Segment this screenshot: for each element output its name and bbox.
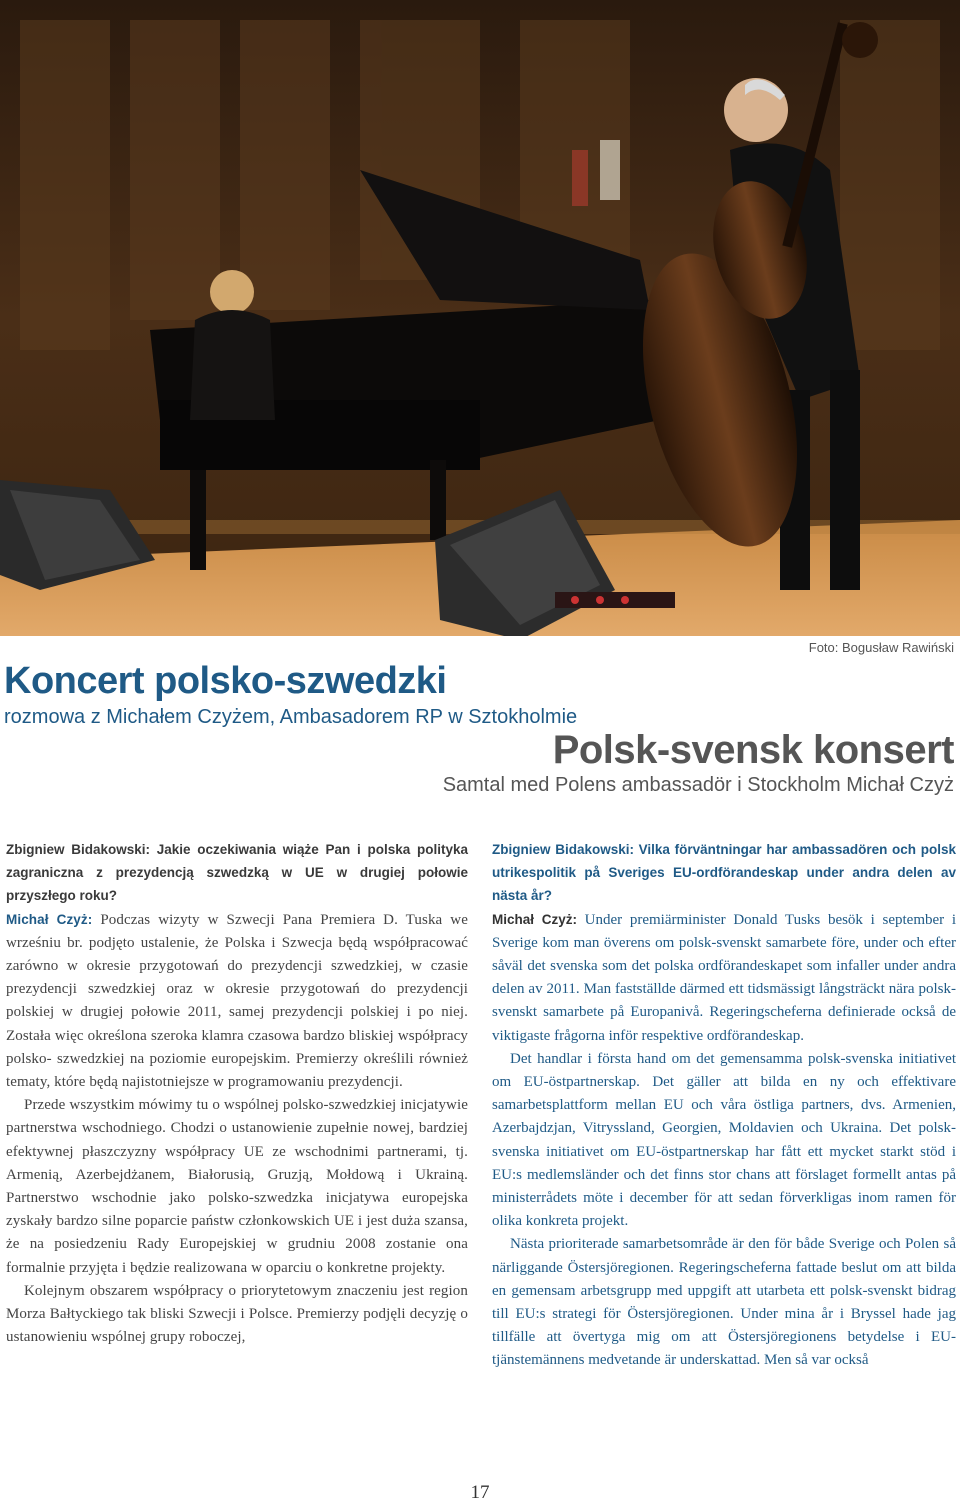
speaker-label: Michał Czyż: (6, 911, 93, 927)
answer-text: Under premiärminister Donald Tusks besök i september i Sverige kom man överens om polsk-svenskt samarbete före, under och efter såväl det svenska som det polska ordförandeskapet som infaller under andra delen av 2011. Man fastställde därmed ett tidsmässigt långsträckt nära polsk-svenskt samarbete på Europanivå. Regeringscheferna definierade också de viktigaste frågorna inför respektive ordförandeskap. (492, 911, 956, 1044)
answer-swedish-1 (492, 908, 956, 1048)
answer-swedish-2: Det handlar i första hand om det gemensamma polsk-svenska initiativet om EU-östpartnerskap. Det gäller att bilda en ny och effektivare samarbetsplattform mellan EU och våra östliga partners, dvs. Armenien, Azerbajdzjan, Vitryssland, Georgien, Moldavien och Ukraina. Det polsk-svenska initiativet om EU-östpartnerskap har fått ett mycket starkt stöd i EU:s medlemsländer och det finns stor chans att förslaget formellt antas på ministerrådets möte i december för att sedan förverkligas inom ramen för olika konkreta projekt. (492, 1050, 956, 1230)
page-subtitle-polish: rozmowa z Michałem Czyżem, Ambasadorem RP w Sztokholmie (4, 706, 578, 728)
answer-polish-1 (6, 908, 468, 1095)
page-number: 17 (470, 1482, 490, 1503)
answer-polish-3: Kolejnym obszarem współpracy o priorytetowym znaczeniu jest region Morza Bałtyckiego tak bliski Szwecji i Polsce. Premierzy podjęli decyzję o ustanowieniu wspólnej grupy roboczej, (6, 1282, 468, 1346)
question-polish: Zbigniew Bidakowski: Jakie oczekiwania wiąże Pan i polska polityka zagraniczna z prezydencją szwedzką w UE w drugiej połowie przyszłego roku? (6, 842, 468, 904)
page-subtitle-swedish: Samtal med Polens ambassadör i Stockholm Michał Czyż (442, 774, 954, 796)
polish-column (6, 838, 468, 1349)
answer-text: Podczas wizyty w Szwecji Pana Premiera D. Tuska we wrześniu br. podjęto ustalenie, że Polska i Szwecja będą współpracować zarówno w okresie przygotowań do prezydencji szwedzkiej, w czasie prezydencji szwedzkiej oraz w okresie przygotowań do prezydencji polskiej w drugiej połowie 2011, samej prezydencji polskiej i po niej. Została więc określona szeroka klamra czasowa bardzo bliskiej współpracy polsko- szwedzkiej na poziomie europejskim. Premierzy określili również tematy, które będą najistotniejsze w programowaniu prezydencji. (6, 911, 468, 1091)
photo-credit: Foto: Bogusław Rawiński (808, 640, 954, 655)
concert-photo (0, 0, 960, 636)
question-swedish: Zbigniew Bidakowski: Vilka förväntningar har ambassadören och polsk utrikespolitik på Sveriges EU-ordförandeskap under andra delen av nästa år? (492, 842, 956, 904)
speaker-label: Michał Czyż: (492, 911, 577, 927)
swedish-column (492, 838, 956, 1373)
answer-polish-2: Przede wszystkim mówimy tu o wspólnej polsko-szwedzkiej inicjatywie partnerstwa wschodniego. Chodzi o ustanowienie zupełnie nowej, bardziej efektywnej płaszczyzny współpracy UE ze wschodnimi partnerami, tj. Armenią, Azerbejdżanem, Białorusią, Gruzją, Mołdową i Ukrainą. Partnerstwo wschodnie jako polsko-szwedzka inicjatywa europejska zyskały bardzo silne poparcie państw członkowskich UE i jest duża szansa, że na posiedzeniu Rady Europejskiej w grudniu 2008 zostanie ona formalnie przyjęta i będzie realizowana w oparciu o konkretne projekty. (6, 1097, 468, 1276)
page-title-swedish: Polsk-svensk konsert (552, 728, 954, 772)
page-title-polish: Koncert polsko-szwedzki (4, 660, 447, 702)
answer-swedish-3: Nästa prioriterade samarbetsområde är den för både Sverige och Polen så närliggande Östersjöregionen. Regeringscheferna fattade beslut om att bilda en gemensam arbetsgrupp med uppgift att utarbeta ett polsk-svenskt bidrag till EU:s strategi för Östersjöregionen. Under mina år i Bryssel hade jag tillfälle att övertyga mig om att Östersjöregionens betydelse i EU-tjänstemännens medvetande är underskattad. Men så var också (492, 1236, 956, 1369)
